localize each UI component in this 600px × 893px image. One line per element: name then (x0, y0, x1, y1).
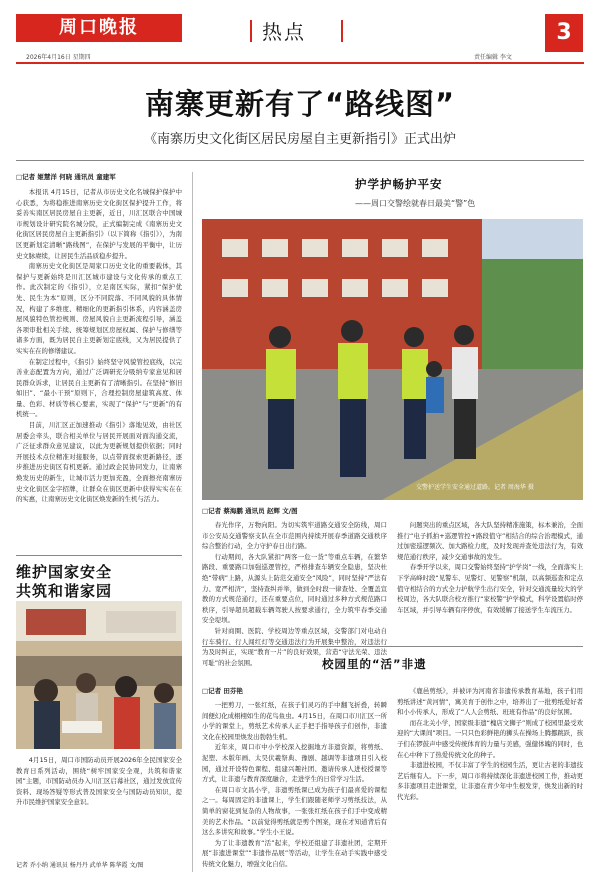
issue-date: 2026年4月16日 星期四 (26, 54, 91, 61)
column-rule (16, 555, 182, 556)
paragraph: 在周口市文昌小学，非遗剪纸课已成为孩子们最喜爱的课程之一。每周固定的非遗课上，学生们跟随老师学习剪纸技法，从简单的窗花到复杂的人物故事，一张张红纸在孩子们手中变成精美的艺术作品。“以前觉得剪纸就是剪个图案，现在才知道背后有这么多讲究和故事。”学生小王说。 (202, 785, 387, 837)
section-title: 热点 (262, 20, 306, 44)
traffic-police-photo-art (202, 219, 583, 500)
article2-title-line2: 共筑和谐家园 (16, 582, 113, 600)
article2-title-line1: 维护国家安全 (16, 563, 113, 581)
article3-byline: □记者 蔡海鹏 通讯员 赵辉 文/图 (202, 507, 298, 515)
headline-rule (16, 160, 584, 161)
article3-body-col2 (397, 520, 583, 640)
paragraph: 目前，川汇区正加速推动《指引》落地见效，由社区居委会牵头，联合相关单位与居民开展面对面沟通交流，广泛征求群众意见建议，以此为更新规划提供依据；同时开展技术点位精准对接服务，以点带面探索更新路径，逐步推进历史街区有机更新。通过政企民协同发力，让南寨焕发历史的新生，让城市活力更加充盈，全面擦亮南寨历史文化街区金字招牌，让群众在街区更新中获得实实在在的实惠，让南寨历史文化街区焕发新的生机与活力。 (16, 421, 182, 504)
paragraph: 《鹿邑剪纸》，并被评为河南省非遗传承教育基地，孩子们用剪纸讲述“黄河情”，寓美育于创作之中，培养出了一批剪纸爱好者和小小传承人，形成了“人人会剪纸、班班有作品”的良好氛围。 (397, 687, 583, 717)
article2-caption (16, 755, 182, 855)
page-number: 3 (545, 14, 583, 52)
section-divider-right (341, 20, 343, 42)
article-national-security (16, 563, 182, 601)
article4-body-col1 (202, 700, 387, 875)
column-separator (192, 172, 193, 872)
traffic-police-photo (202, 219, 583, 500)
article3-header (355, 176, 585, 209)
paragraph: 针对商圈、医院、学校周边等重点区域，交警部门对电动自行车骑行、行人闯红灯等交通违法行为开展集中整治，对违法行为及时纠正，实现“教育一片”的良好效果，营造“守法光荣、违法可耻”的社会氛围。 (202, 626, 387, 667)
paragraph: 4月15日，周口市国防动员开展2026年全民国家安全教育日系列活动，围绕“树牢国家安全观，共筑和谐家园”主题，市国防动员办入川汇区启幕社区，通过发放宣传资料、现场答疑等形式普及国家安全与国防动员知识，提升市民维护国家安全意识。 (16, 756, 182, 807)
paragraph: 在制定过程中，《指引》始终坚守风貌管控底线，以完善业态配置为方向，通过广泛调研充分吸纳专家意见和居民群众诉求，让居民自主更新有了清晰指引。在坚持“修旧如旧”、“最小干预”原则下，合理控制房屋建筑高度、体量、色彩、材质等核心要素，实现了“保护”与“更新”的有机统一。 (16, 357, 182, 419)
article3-body-col1 (202, 520, 387, 667)
section-divider-left (250, 20, 252, 42)
editor-line: 责任编辑 李文 (474, 54, 512, 61)
article4-body-col2 (397, 686, 583, 875)
article3-subtitle: ——周口交警绘就春日最美“警”色 (355, 199, 476, 208)
photo-caption-overlay: 交警护送学生安全通过道路。记者 周海华 摄 (416, 484, 534, 491)
paragraph: 本报讯 4月15日，记者从市历史文化名城保护保护中心获悉，为将稳推进南寨历史文化街区保护提升工作，将妥善实南区居民房屋自主更新，近日，川汇区联合中国城市规划设计研究院名城分院，正式编制完成《南寨历史文化街区居民房屋自主更新指引》（以下简称《指引》），为南区更新划定清晰“路线图”，在保护与发展的平衡中，让历史文脉赓续，让居民生活品质稳步提升。 (16, 188, 182, 260)
header-rule (16, 62, 584, 64)
paragraph: 近年来，周口市中小学校深入挖掘地方非遗资源，将剪纸、泥塑、木版年画、太昊伏羲祭典、豫剧、越调等非遗项目引入校园，通过开设特色课程、组建兴趣社团、邀请传承人进校授课等方式，让非遗与教育深度融合，走进学生的日常学习生活。 (202, 743, 387, 784)
paragraph: 问题突出的重点区域，各大队坚持精准施策，标本兼治，全面推行“电子抓拍+巡逻管控+路段值守”相结合的综合治理模式，通过加密巡逻频次、加大路检力度，及时发现并查处违法行为，有效规范通行秩序，减少交通事故的发生。 (397, 521, 583, 561)
main-headline: 南寨更新有了“路线图” (144, 87, 456, 121)
article1-body (16, 187, 182, 557)
paragraph: 非遗进校园，不仅丰富了学生的校园生活，更让古老的非遗技艺后继有人。下一步，周口市将持续深化非遗进校园工作，推动更多非遗项目走进课堂，让非遗在青少年中生根发芽，焕发出新的时代光彩。 (397, 761, 583, 801)
article4-title: 校园里的“活”非遗 (322, 657, 427, 671)
paragraph: 春光作序，万物向阳。为切实筑牢道路交通安全防线，周口市公安局交通警察支队在全市范围内持续开展春季道路交通秩序综合整治行动，全力守护春日出行路。 (202, 521, 387, 551)
paragraph: 春季开学以来，周口交警始终坚持“护学岗”一线，全面落实上下学高峰时段“见警车、见警灯、见警察”机制，以高频巡查和定点值守相结合的方式全力护航学生出行安全，针对交通流量较大的学校周边，各大队联合校方推行“家校警”护学模式，科学设置临时停车区域，并引导车辆有序停放，有效缓解了接送学生车流压力。 (397, 563, 583, 614)
paragraph: 而在北关小学，国家级非遗“槐店文狮子”则成了校园里最受欢迎的“大课间”项目。一只只色彩鲜艳的狮头在操场上腾挪跳跃，孩子们在锣鼓声中感受传统体育的力量与美感，强健体魄的同时，也在心中种下了热爱传统文化的种子。 (397, 718, 583, 759)
article2-byline: 记者 乔小纳 通讯员 杨丹丹 武单华 陈华霞 文/图 (16, 862, 144, 869)
paragraph: 行动期间，各大队紧扣“两客一危一货”等重点车辆，在繁华路段、重要路口加强巡逻管控，严格排查车辆安全隐患，坚决杜绝“带病”上路，从源头上防范交通安全“风险”，同时坚持“严法有力、宽严相济”，坚持查纠并举，做到全时段一律查处、全覆盖宣教的方式规范通行，还在重要点位，同时通过多种方式规范路口秩序，引导超员超载车辆驾驶人按要求通行，全力筑牢春季交通安全堤坝。 (202, 552, 387, 625)
article3-title: 护学护畅护平安 (355, 177, 443, 191)
masthead-logo: 周口晚报 (16, 14, 182, 42)
article-southvillage (16, 172, 182, 557)
paragraph: 南寨历史文化街区是周家口历史文化的重要载体，其保护与更新始终是川汇区城市建设与文化传承的重点工作。此次制定的《指引》，立足南区实际，紧扣“保护优先、民生为本”原则，区分不同院落、不同风貌的具体情况，构建了多维度、精细化的更新指引体系，内容涵盖房屋风貌特色管控规则、房屋风貌自主更新流程引导，涵盖各项审批相关手续、统筹规划区房屋权属、保护与修缮等诸多方面，既为居民自主更新划定底线，又为居民提供了实实在在的修缮建议。 (16, 262, 182, 355)
paragraph: 为了让非遗教育“活”起来，学校还组建了非遗社团，定期开展“非遗进课堂”“非遗作品展”等活动，让学生在动手实践中感受传统文化魅力，增强文化自信。 (202, 838, 387, 868)
paragraph: 一把剪刀，一张红纸，在孩子们灵巧的手中翻飞折叠，转瞬间便幻化成栩栩如生的花鸟鱼虫。4月15日，在周口市川汇区一所小学的课堂上，剪纸艺术传承人正手把手指导孩子们创作，非遗文化在校园里焕发出勃勃生机。 (202, 701, 387, 741)
security-event-photo (16, 601, 182, 749)
article1-byline: □记者 姬慧洋 何晓 通讯员 童建军 (16, 173, 116, 181)
section-rule (202, 646, 583, 647)
main-subhead: 《南寨历史文化街区居民房屋自主更新指引》正式出炉 (143, 132, 456, 147)
article4-byline: □记者 田芬艳 (202, 687, 243, 695)
security-event-photo-art (16, 601, 182, 749)
